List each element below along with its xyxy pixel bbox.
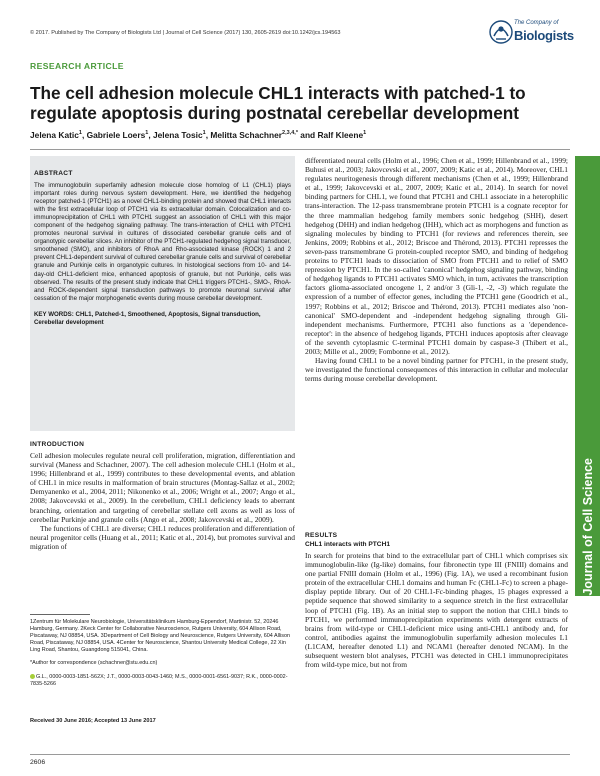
author-separator: , <box>205 130 211 140</box>
orcid-note <box>30 674 295 688</box>
abstract-panel <box>30 156 295 431</box>
author-name[interactable]: Jelena Tosic <box>152 130 203 140</box>
right-column-body <box>305 156 568 383</box>
author-affiliation: 1 <box>363 130 367 137</box>
article-type-label: RESEARCH ARTICLE <box>30 61 124 71</box>
journal-side-banner <box>575 156 600 596</box>
author-and: and <box>300 130 316 140</box>
author-list <box>30 130 570 140</box>
intro-paragraph: The functions of CHL1 are diverse; CHL1 reduces proliferation and differentiation of neural progenitor cells (Huang et al., 2011; Katic et al., 2014), but promotes survival and migration of <box>30 523 295 551</box>
corresponding-author-mark: * <box>295 130 298 137</box>
publisher-logo[interactable] <box>488 18 574 48</box>
footnote-divider <box>30 614 90 615</box>
orcid-icon <box>30 674 35 679</box>
results-heading: RESULTS <box>305 532 338 539</box>
intro-paragraph: differentiated neural cells (Holm et al., 1996; Chen et al., 1999; Hillenbrand et al., 1999; Buhusi et al., 2003; Jakovcevski et al., 2007, 2009; Katic et al., 2014). Moreover, CHL1 regulates neuritogenesis through different mechanisms (Chen et al., 1999; Hillenbrand et al., 1999; Jakovcevski et al., 2007, 2009; Katic et al., 2014). In search for novel binding partners for CHL1, we found that PTCH1 and CHL1 associate in a heterophilic trans-interaction. The 12-pass transmembrane protein PTCH1 is a cognate receptor for the three mammalian hedgehog family members sonic hedgehog (SHH), desert hedgehog (DHH) and indian hedgehog (IHH), which act as morphogens and function as signaling molecules by binding to PTCH1 (for reviews and references therein, see Jenkins, 2009; Robbins et al., 2012; Briscoe and Thérond, 2013). PTCH1 represses the seven-pass transmembrane G protein-coupled receptor SMO, and binding of hedgehog proteins to PTCH1 leads to dissociation of SMO from PTCH1 and to relief of SMO repression by PTCH1. In the so-called 'canonical' hedgehog signaling pathway, binding of hedgehog ligands to PTCH1 activates SMO which, in turn, activates the transcription factors glioma-associated oncogene 1, 2 and/or 3 (Gli-1, -2, -3) which regulate the expression of a number of effector genes, including the PTCH1 gene (Goodrich et al., 1997; Robbins et al., 2012; Briscoe and Thérond, 2013). PTCH1 mediates also 'non-canonical' SMO-dependent and -independent hedgehog signaling through Gli-independent mechanisms. Furthermore, PTCH1 also functions as a 'dependence-receptor': in the absence of hedgehog ligands, PTCH1 induces apoptosis after cleavage of the seventh cytoplasmic C-terminal PTCH1 domain by caspase-3 (Thibert et al., 2003; Mille et al., 2009; Fombonne et al., 2012). <box>305 156 568 356</box>
logo-text-top: The Company of <box>514 20 559 26</box>
correspondence-note[interactable]: *Author for correspondence (schachner@stu.edu.cn) <box>30 660 158 667</box>
author-name[interactable]: Gabriele Loers <box>86 130 146 140</box>
received-dates: Received 30 June 2016; Accepted 13 June 2017 <box>30 718 156 724</box>
journal-side-label: Journal of Cell Science <box>580 458 595 596</box>
author-name[interactable]: Ralf Kleene <box>317 130 364 140</box>
results-subheading: CHL1 interacts with PTCH1 <box>305 541 391 548</box>
author-affiliation: 1 <box>202 130 206 137</box>
intro-paragraph: Having found CHL1 to be a novel binding partner for PTCH1, in the present study, we investigated the functional consequences of this interaction in cellular and molecular terms during mouse cerebellar development. <box>305 356 568 384</box>
results-paragraph: In search for proteins that bind to the extracellular part of CHL1 which comprises six immunoglobulin-like (Ig-like) domains, four fibronectin type III (FNIII) domains and one partial FNIII domain (Holm et al., 1996) (Fig. 1A), we used a recombinant fusion protein of the extracellular CHL1 domains and human Fc (CHL1-Fc) to screen a phage-display peptide library. Out of 20 CHL1-Fc-binding phages, 15 phages expressed a peptide sequence that showed similarity to a sequence stretch in the first extracellular loop of PTCH1 (Fig. 1B). As an initial step to support the notion that CHL1 binds to PTCH1, we performed immunoprecipitation experiments with detergent extracts of brains from wild-type or CHL1-deficient mice using anti-CHL1 antibody and, for control, antibodies against the immunoglobulin superfamily adhesion molecules L1 (L1CAM, hereafter denoted L1) and NCAM1 (hereafter denoted NCAM). In the subsequent western blot analyses, PTCH1 was detected in CHL1 immunoprecipitates from wild-type mice, but not from <box>305 551 568 670</box>
page-bottom-divider <box>30 754 570 755</box>
logo-emblem-icon <box>488 18 514 48</box>
author-name[interactable]: Jelena Katic <box>30 130 79 140</box>
footnotes <box>30 619 295 694</box>
abstract-heading: ABSTRACT <box>34 170 73 177</box>
article-title: The cell adhesion molecule CHL1 interacts with patched-1 to regulate apoptosis during postnatal cerebellar development <box>30 83 526 123</box>
author-name[interactable]: Melitta Schachner <box>210 130 283 140</box>
author-affiliation: 1 <box>78 130 82 137</box>
affiliations-note: 1Zentrum für Molekulare Neurobiologie, Universitätsklinikum Hamburg-Eppendorf, Martinistr. 52, 20246 Hamburg, Germany. 2Keck Center for Collaborative Neuroscience, Rutgers University, 604 Allison Road, Piscataway, NJ 08854, USA. 3Department of Cell Biology and Neuroscience, Rutgers University, 604 Allison Road, Piscataway, NJ 08854, USA. 4Center for Neuroscience, Shantou University Medical College, 22 Xin Ling Road, Shantou, Guangdong 515041, China. <box>30 619 291 654</box>
author-affiliation: 1 <box>145 130 149 137</box>
logo-text-main: Biologists <box>514 28 574 43</box>
orcid-ids[interactable]: G.L., 0000-0003-1851-562X; J.T., 0000-0003-0043-1460; M.S., 0000-0001-6561-9037; R.K., 0000-0002-7835-5266 <box>30 673 288 687</box>
abstract-text: The immunoglobulin superfamily adhesion molecule close homolog of L1 (CHL1) plays important roles during nervous system development. Here, we identified the hedgehog receptor patched-1 (PTCH1) as a novel CHL1-binding protein and showed that CHL1 interacts with the first extracellular loop of PTCH1 via its extracellular domain. Colocalization and co-immunoprecipitation of CHL1 with PTCH1 suggest an association of CHL1 with this major component of the hedgehog signaling pathway. The trans-interaction of CHL1 with PTCH1 promotes neuronal survival in cultures of dissociated cerebellar granule cells and of organotypic cerebellar slices. An inhibitor of the PTCH1-regulated hedgehog signal transducer, smoothened (SMO), and inhibitors of RhoA and Rho-associated kinase (ROCK) 1 and 2 prevent CHL1-dependent survival of cultured cerebellar granule cells and survival of cerebellar granule and Purkinje cells in organotypic cultures. In histological sections from 10- and 14-day-old CHL1-deficient mice, enhanced apoptosis of granule, but not Purkinje, cells was observed. The results of the present study indicate that CHL1 triggers PTCH1-, SMO-, RhoA- and ROCK-dependent signal transduction pathways to promote neuronal survival after cessation of the major morphogenetic events during mouse cerebellar development. <box>34 182 291 302</box>
intro-paragraph: Cell adhesion molecules regulate neural cell proliferation, migration, differentiation and survival (Maness and Schachner, 2007). The cell adhesion molecule CHL1 (Holm et al., 1996; Hillenbrand et al., 1999) contributes to these developmental events, and ablation of CHL1 in mice results in malformation of brain structures (Montag-Sallaz et al., 2002; Demyanenko et al., 2004, 2011; Nikonenko et al., 2006; Wright et al., 2007; Ango et al., 2008; Jakovcevski et al., 2009). In the cerebellum, CHL1 deficiency leads to aberrant branching, orientation and targeting of cerebellar stellate cell axons as well as loss of cerebellar Purkinje and granule cells (Ango et al., 2008; Jakovcevski et al., 2009). <box>30 451 295 524</box>
author-affiliation: 2,3,4, <box>282 130 296 137</box>
journal-citation-line: © 2017. Published by The Company of Biologists Ltd | Journal of Cell Science (2017) 130, 2605-2619 doi:10.1242/jcs.194563 <box>30 30 341 36</box>
introduction-heading: INTRODUCTION <box>30 441 85 448</box>
author-separator: , <box>81 130 87 140</box>
page-number: 2606 <box>30 759 46 766</box>
keywords: KEY WORDS: CHL1, Patched-1, Smoothened, Apoptosis, Signal transduction, Cerebellar development <box>34 310 261 326</box>
author-separator: , <box>148 130 153 140</box>
introduction-body <box>30 451 295 551</box>
title-divider <box>30 149 570 150</box>
results-body <box>305 551 568 669</box>
